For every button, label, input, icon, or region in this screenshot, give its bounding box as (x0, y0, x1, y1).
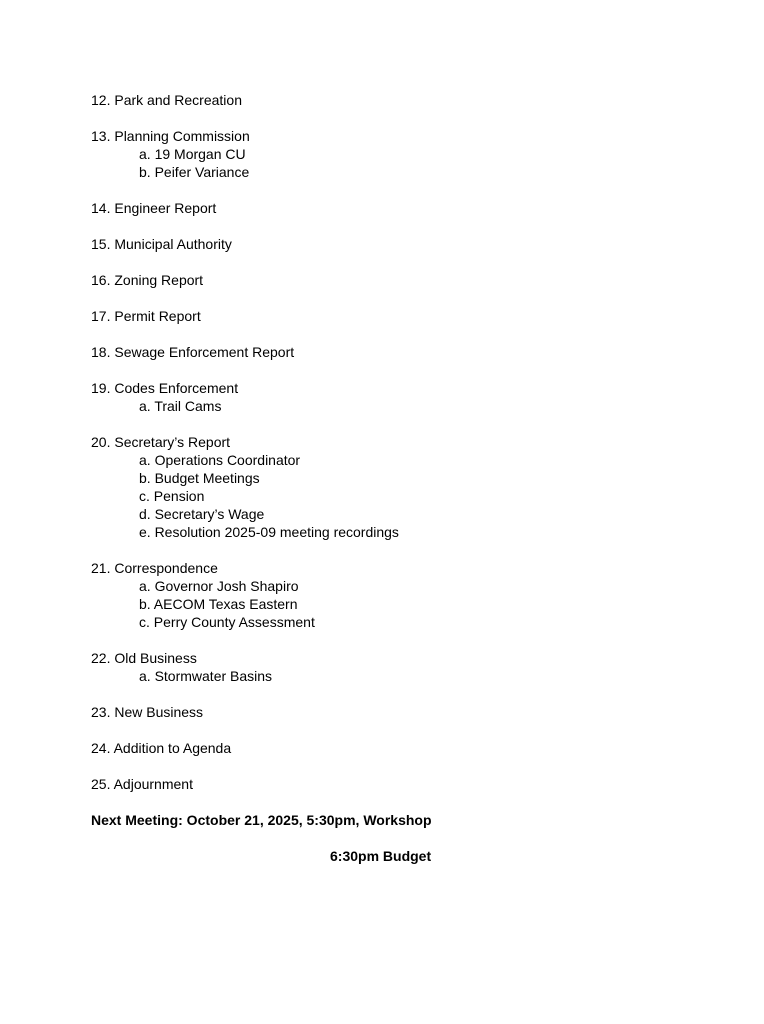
agenda-item (91, 703, 724, 721)
agenda-item-label: 20. Secretary’s Report (91, 434, 231, 450)
agenda-item-label: 12. Park and Recreation (91, 92, 242, 108)
agenda-item-label: 21. Correspondence (91, 560, 218, 576)
agenda-sub-item: a. Operations Coordinator (139, 452, 301, 468)
agenda-item-label: 18. Sewage Enforcement Report (91, 344, 295, 360)
agenda-item (91, 559, 724, 631)
agenda-item (91, 235, 724, 253)
agenda-item (91, 199, 724, 217)
agenda-sub-item: e. Resolution 2025-09 meeting recordings (139, 524, 399, 540)
agenda-item (91, 433, 724, 541)
agenda-item (91, 379, 724, 415)
agenda-sub-item: d. Secretary’s Wage (139, 506, 265, 522)
agenda-item-label: 19. Codes Enforcement (91, 380, 239, 396)
agenda-item-label: 16. Zoning Report (91, 272, 204, 288)
agenda-sub-item: b. AECOM Texas Eastern (139, 596, 298, 612)
agenda-sub-item: a. Stormwater Basins (139, 668, 273, 684)
agenda-item (91, 739, 724, 757)
agenda-sub-item: b. Budget Meetings (139, 470, 260, 486)
agenda-item-label: 24. Addition to Agenda (91, 740, 232, 756)
agenda-item (91, 775, 724, 793)
agenda-sub-item: b. Peifer Variance (139, 164, 250, 180)
agenda-item (91, 307, 724, 325)
agenda-item-label: 17. Permit Report (91, 308, 201, 324)
agenda-sub-item: a. Governor Josh Shapiro (139, 578, 299, 594)
agenda-item-label: 13. Planning Commission (91, 128, 250, 144)
agenda-item (91, 271, 724, 289)
budget-time-line: 6:30pm Budget (330, 848, 432, 864)
agenda-item (91, 649, 724, 685)
agenda-item-label: 23. New Business (91, 704, 204, 720)
next-meeting-line: Next Meeting: October 21, 2025, 5:30pm, Workshop (91, 812, 432, 828)
agenda-sub-item: c. Pension (139, 488, 205, 504)
agenda-item-label: 14. Engineer Report (91, 200, 217, 216)
agenda-item-label: 22. Old Business (91, 650, 197, 666)
agenda-sub-item: a. Trail Cams (139, 398, 222, 414)
agenda-sub-item: a. 19 Morgan CU (139, 146, 246, 162)
agenda-item-label: 15. Municipal Authority (91, 236, 232, 252)
agenda-item (91, 127, 724, 181)
agenda-item (91, 343, 724, 361)
agenda-sub-item: c. Perry County Assessment (139, 614, 315, 630)
agenda-list (91, 91, 724, 793)
agenda-item-label: 25. Adjournment (91, 776, 193, 792)
agenda-item (91, 91, 724, 109)
